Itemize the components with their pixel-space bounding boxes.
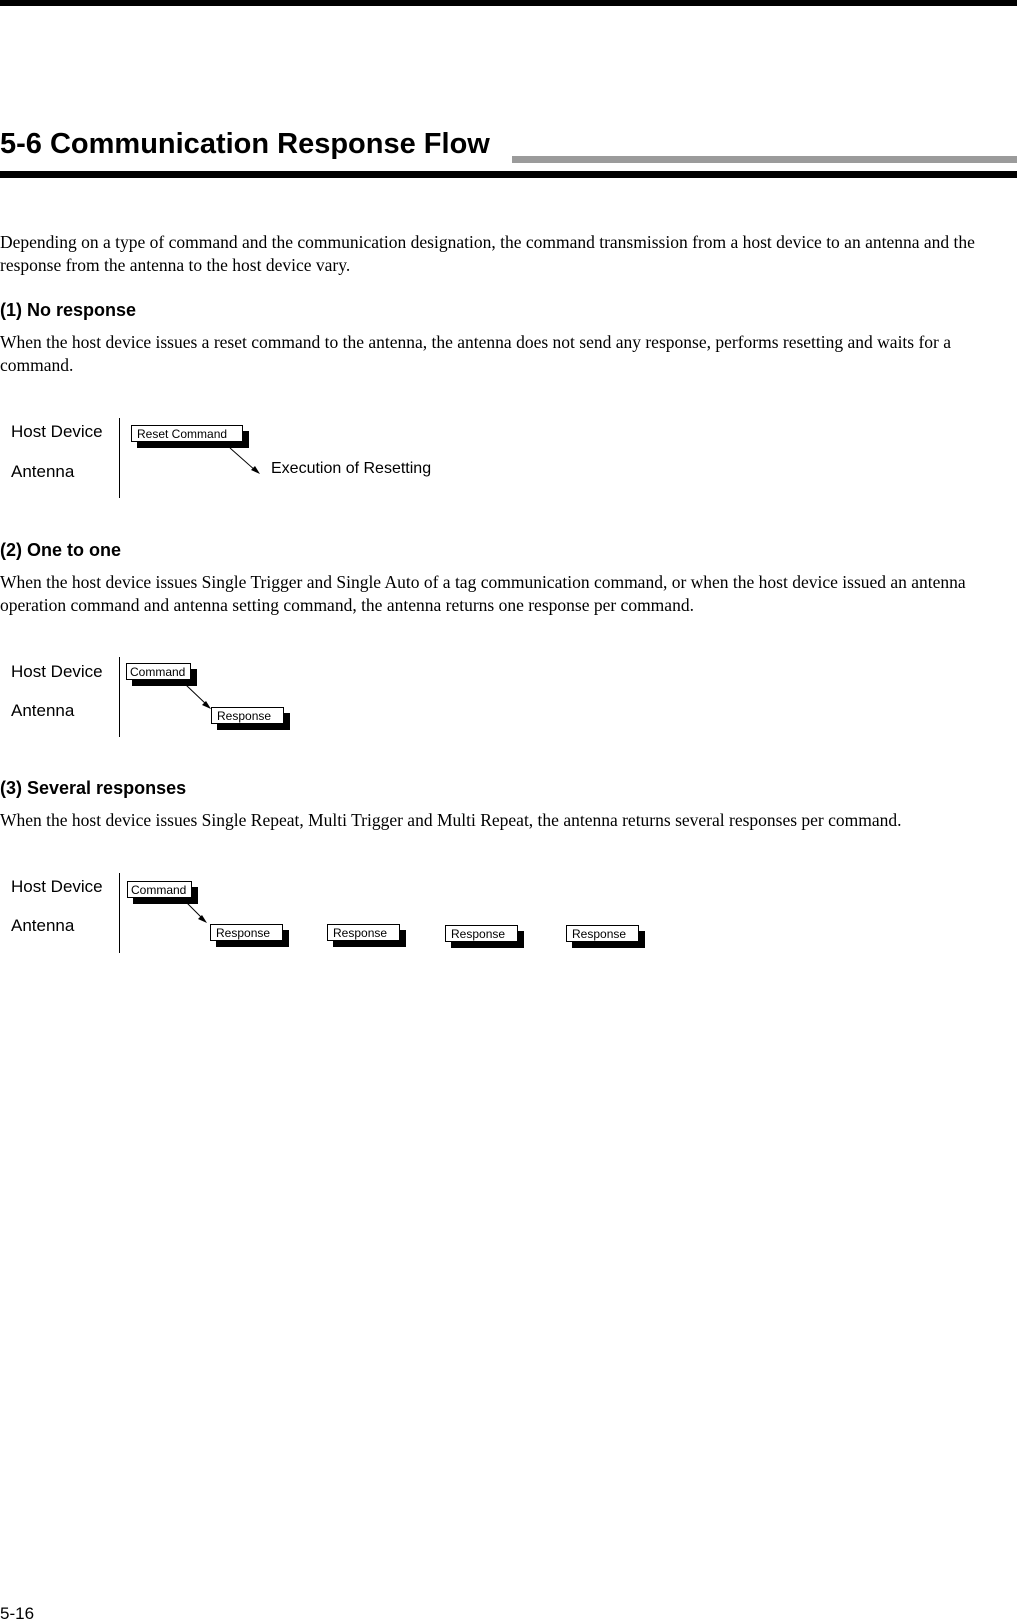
antenna-label: Antenna [11,462,75,481]
execution-of-resetting-label: Execution of Resetting [271,460,432,477]
diagram-several-responses [0,871,700,956]
intro-paragraph: Depending on a type of command and the communication designation, the command transmission from a host device to an antenna and the response from the antenna to the host device vary. [0,232,975,275]
title-underline-grey [512,156,1017,163]
heading-no-response: (1) No response [0,300,137,320]
heading-one-to-one: (2) One to one [0,540,121,560]
paragraph-several-responses: When the host device issues Single Repeat, Multi Trigger and Multi Repeat, the antenna returns several responses per command. [0,810,902,830]
diagram-one-to-one [0,655,700,740]
antenna-label: Antenna [11,916,75,935]
host-device-label: Host Device [11,662,103,681]
title-underline-black [0,171,1017,178]
diagram-no-response [0,415,700,500]
host-device-label: Host Device [11,422,103,441]
response-box: Response [445,925,518,942]
host-device-label: Host Device [11,877,103,896]
heading-several-responses: (3) Several responses [0,778,187,798]
paragraph-no-response: When the host device issues a reset command to the antenna, the antenna does not send any response, performs resetting and waits for a command. [0,332,952,375]
reset-command-box: Reset Command [131,425,243,442]
page-number: 5-16 [0,1604,35,1623]
response-box: Response [211,707,284,724]
command-box: Command [127,881,192,898]
flow-arrow-command-response [0,655,700,740]
command-box: Command [126,663,191,680]
flow-arrow-reset [0,415,700,500]
flow-arrow-command-responses [0,871,700,956]
response-box: Response [210,924,283,941]
top-rule [0,0,1017,6]
response-box: Response [327,924,400,941]
paragraph-one-to-one: When the host device issues Single Trigger and Single Auto of a tag communication command, or when the host device issued an antenna operation command and antenna setting command, the antenna returns one response per command. [0,572,966,615]
antenna-label: Antenna [11,701,75,720]
section-title: 5-6 Communication Response Flow [0,128,490,160]
response-box: Response [566,925,639,942]
